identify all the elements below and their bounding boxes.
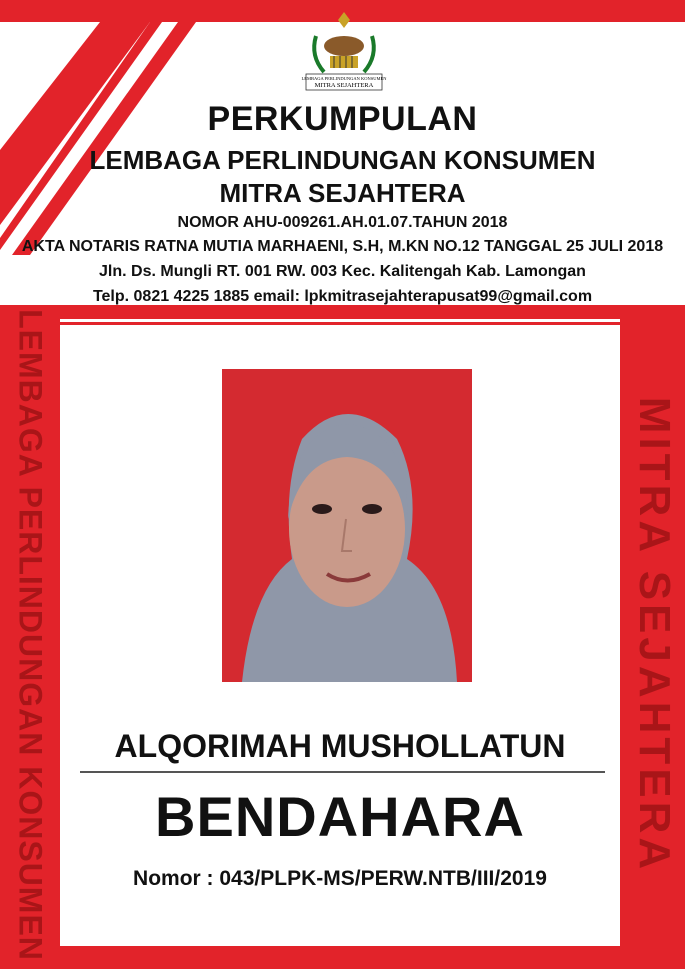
header-contact: Telp. 0821 4225 1885 email: lpkmitrasejahterapusat99@gmail.com xyxy=(92,288,593,305)
member-photo xyxy=(222,369,472,682)
header-address: Jln. Ds. Mungli RT. 001 RW. 003 Kec. Kalitengah Kab. Lamongan xyxy=(99,263,586,280)
name-divider xyxy=(80,771,605,773)
left-vertical-label xyxy=(3,309,57,961)
handshake-emblem-icon xyxy=(300,6,388,94)
header-title: PERKUMPULAN xyxy=(207,100,478,138)
right-vertical-label xyxy=(625,330,683,940)
logo-caption-small: LEMBAGA PERLINDUNGAN KONSUMEN xyxy=(301,76,387,81)
right-vertical-text: MITRA SEJAHTERA xyxy=(630,396,679,874)
member-name: ALQORIMAH MUSHOLLATUN xyxy=(114,728,566,764)
header-notary: AKTA NOTARIS RATNA MUTIA MARHAENI, S.H, M.KN NO.12 TANGGAL 25 JULI 2018 xyxy=(21,238,664,255)
header-registration: NOMOR AHU-009261.AH.01.07.TAHUN 2018 xyxy=(177,214,508,231)
red-band-top xyxy=(0,305,685,319)
member-role: BENDAHARA xyxy=(155,785,525,848)
header-org-subname: MITRA SEJAHTERA xyxy=(219,178,466,208)
left-vertical-text: LEMBAGA PERLINDUNGAN KONSUMEN xyxy=(12,309,49,961)
membership-number: Nomor : 043/PLPK-MS/PERW.NTB/III/2019 xyxy=(133,867,547,890)
red-band-bottom xyxy=(0,946,685,969)
header-org-name: LEMBAGA PERLINDUNGAN KONSUMEN xyxy=(89,145,596,175)
person-portrait-icon xyxy=(222,369,472,682)
organization-logo xyxy=(300,6,388,94)
logo-caption: MITRA SEJAHTERA xyxy=(314,82,374,89)
inner-red-line xyxy=(60,322,620,325)
